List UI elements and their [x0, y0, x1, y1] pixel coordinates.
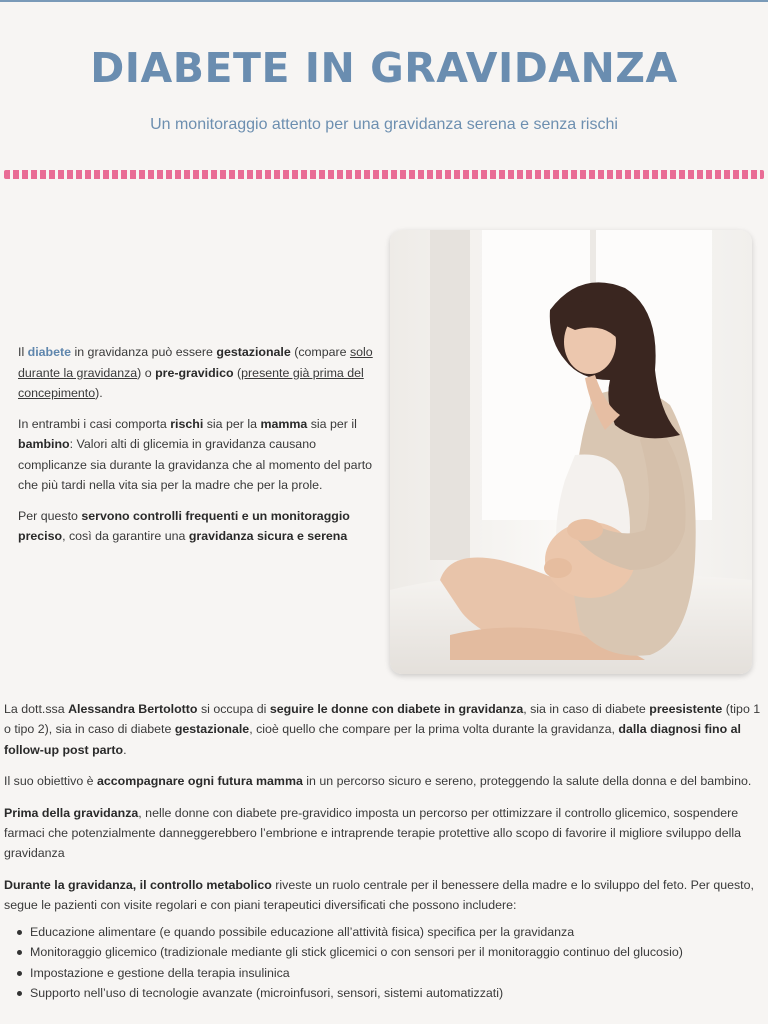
pregravidico-bold: pre-gravidico — [155, 365, 234, 380]
page-title: DIABETE IN GRAVIDANZA — [90, 44, 678, 92]
list-item: Monitoraggio glicemico (tradizionale mediante gli stick glicemici o con sensori per il monitoraggio continuo del glucosio) — [30, 942, 762, 963]
accompagnare-bold: accompagnare ogni futura mamma — [96, 774, 303, 789]
text: (compare — [290, 345, 350, 359]
text: (tipo 1 o tipo 2), sia in caso di diabete — [4, 702, 761, 737]
text: sia per la — [203, 416, 261, 431]
text: , nelle donne con diabete pre-gravidico imposta un percorso per ottimizzare il controllo glicemico, sospendere farmaci che potenzialmente danneggerebbero l’embrione e intraprende terapie protettive allo scopo di favorire il migliore sviluppo della gravidanza — [4, 805, 741, 861]
text: Il suo obiettivo è — [4, 774, 97, 789]
solo-gravidanza-link[interactable]: solo durante la gravidanza — [18, 345, 373, 380]
text: : Valori alti di glicemia in gravidanza causano complicanze sia durante la gravidanza che al momento del parto che più tardi nella vita sia per la madre che per la prole. — [18, 437, 373, 492]
controlli-bold: servono controlli frequenti e un monitoraggio preciso — [18, 508, 350, 543]
body-paragraph-3 — [4, 803, 762, 864]
intro-paragraph-3 — [18, 506, 376, 547]
list-item: Impostazione e gestione della terapia insulinica — [30, 963, 762, 984]
therapy-list — [4, 922, 762, 1004]
body-paragraph-4 — [4, 875, 762, 916]
text: , cioè quello che compare per la prima volta durante la gravidanza, — [249, 722, 619, 737]
text: . — [123, 742, 127, 757]
text: si occupa di — [197, 702, 270, 716]
top-border — [0, 0, 768, 2]
diabete-link[interactable]: diabete — [27, 345, 72, 359]
main-text — [4, 699, 762, 1004]
bambino-bold: bambino — [18, 437, 70, 451]
gestazionale-bold: gestazionale — [216, 345, 291, 359]
sicura-bold: gravidanza sicura e serena — [188, 529, 348, 543]
mamma-bold: mamma — [260, 416, 308, 431]
pregnant-woman-photo — [390, 230, 752, 674]
preesistente-bold: preesistente — [649, 702, 723, 716]
intro-paragraph-1 — [18, 342, 376, 404]
durante-bold: Durante la gravidanza, il controllo metabolico — [4, 877, 272, 892]
list-item: Educazione alimentare (e quando possibile educazione all’attività fisica) specifica per la gravidanza — [30, 922, 762, 943]
text: ). — [95, 386, 103, 400]
prima-bold: Prima della gravidanza — [4, 805, 139, 820]
body-paragraph-1 — [4, 699, 762, 760]
seguire-bold: seguire le donne con diabete in gravidanza — [269, 702, 524, 716]
text: sia per il — [307, 416, 357, 431]
presente-prima-link[interactable]: presente già prima del concepimento — [18, 365, 364, 400]
doctor-name: Alessandra Bertolotto — [68, 702, 198, 716]
text: , così da garantire una — [62, 529, 189, 543]
text: ( — [233, 365, 242, 380]
decorative-divider — [4, 170, 764, 179]
text: Il — [18, 345, 28, 359]
gestazionale-bold: gestazionale — [174, 722, 250, 737]
page-subtitle: Un monitoraggio attento per una gravidanza serena e senza rischi — [150, 116, 618, 133]
text: riveste un ruolo centrale per il benessere della madre e lo sviluppo del feto. Per questo, segue le pazienti con visite regolari e con piani terapeutici diversificati che possono includere: — [4, 877, 754, 913]
text: , sia in caso di diabete — [523, 702, 650, 716]
rischi-bold: rischi — [170, 416, 204, 431]
diagnosi-bold: dalla diagnosi fino al follow-up post parto — [4, 722, 741, 757]
text: in gravidanza può essere — [71, 345, 217, 359]
text: in un percorso sicuro e sereno, proteggendo la salute della donna e del bambino. — [302, 774, 752, 789]
text: In entrambi i casi comporta — [18, 416, 171, 431]
list-item: Supporto nell’uso di tecnologie avanzate (microinfusori, sensori, sistemi automatizzati) — [30, 983, 762, 1004]
intro-text — [18, 342, 376, 557]
text: ) o — [137, 365, 156, 380]
body-paragraph-2 — [4, 771, 762, 791]
text: La dott.ssa — [4, 702, 69, 716]
intro-paragraph-2 — [18, 414, 376, 496]
text: Per questo — [18, 508, 82, 523]
